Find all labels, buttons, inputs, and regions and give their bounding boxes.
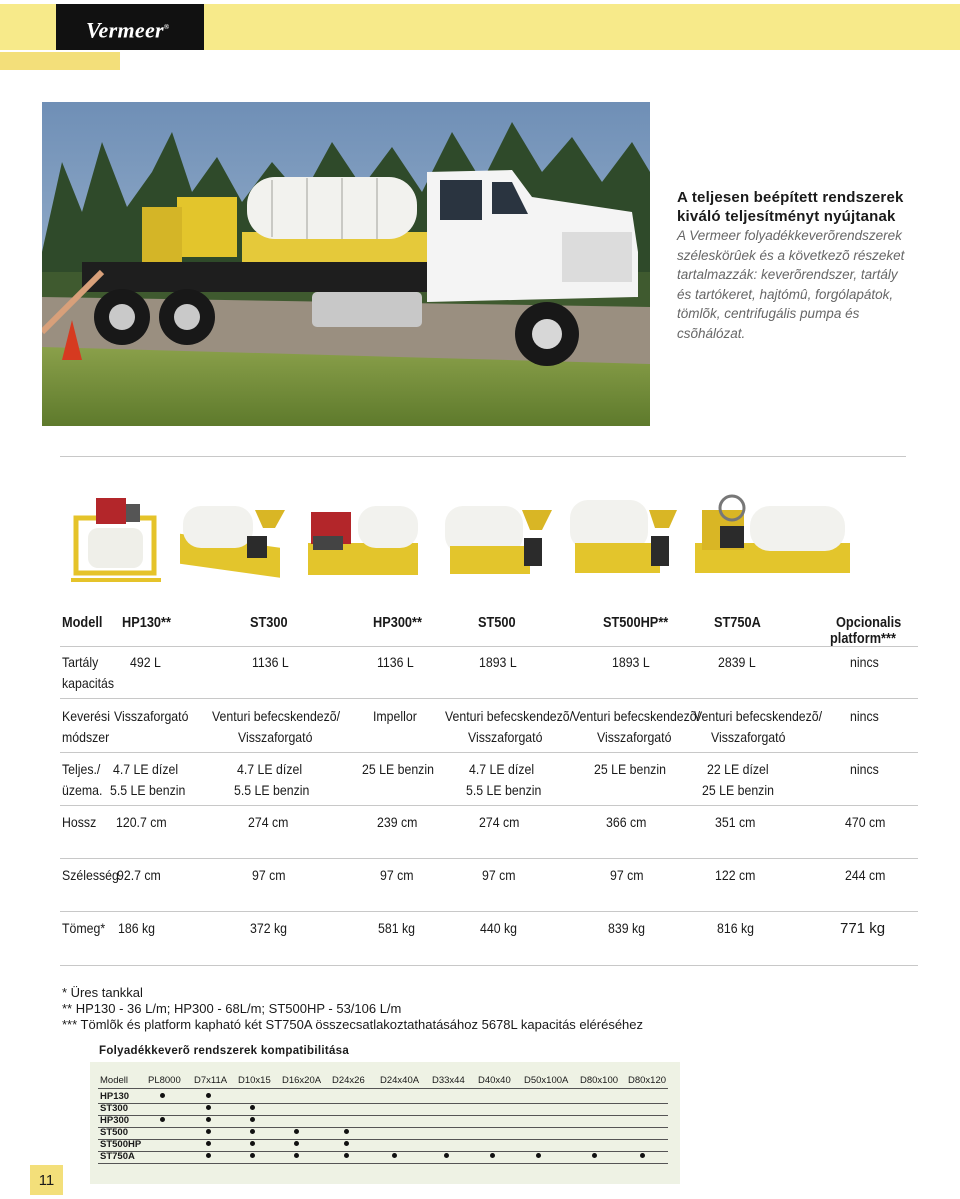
spec-label-tank-2: kapacitás: [62, 675, 115, 691]
compat-header-cell: D33x44: [432, 1075, 465, 1086]
compat-row-divider: [98, 1139, 668, 1140]
spec-cell: nincs: [850, 708, 879, 724]
photo-caption: [677, 188, 947, 343]
compat-row-divider: [98, 1088, 668, 1089]
spec-label-mix-2: módszer: [62, 729, 110, 745]
spec-cell: 4.7 LE dízel: [113, 761, 179, 777]
header-accent-strip: [0, 52, 120, 70]
spec-cell: 492 L: [130, 654, 161, 670]
compat-row-divider: [98, 1103, 668, 1104]
compat-dot: [592, 1153, 597, 1158]
compat-dot: [294, 1141, 299, 1146]
spec-cell: 274 cm: [248, 814, 289, 830]
compat-row-divider: [98, 1127, 668, 1128]
spec-cell: 97 cm: [380, 867, 414, 883]
spec-cell: Venturi befecskendezõ/: [694, 708, 823, 724]
spec-header-col: ST750A: [714, 615, 761, 631]
compat-dot: [392, 1153, 397, 1158]
footnotes: [62, 985, 643, 1033]
spec-cell: Visszaforgató: [597, 729, 672, 745]
spec-cell: 372 kg: [250, 920, 288, 936]
caption-body: A Vermeer folyadékkeverõrendszerek széleskörûek és a következõ részeket tartalmazzák: keverõrendszer, tartály és tartókeret, hajtómû, forgólapátok, tömlõk, centrifugális pumpa és csõhálózat.: [677, 228, 905, 341]
compat-dot: [536, 1153, 541, 1158]
spec-label-mix: Keverési: [62, 708, 110, 724]
spec-cell: Impellor: [373, 708, 417, 724]
compat-row-model: HP130: [100, 1091, 130, 1102]
vermeer-logo: Vermeer®: [56, 4, 204, 50]
spec-divider: [60, 646, 918, 647]
compat-row-divider: [98, 1163, 668, 1164]
spec-cell: 5.5 LE benzin: [234, 782, 310, 798]
spec-cell: Venturi befecskendezõ/: [212, 708, 341, 724]
spec-cell: 244 cm: [845, 867, 886, 883]
spec-cell: 122 cm: [715, 867, 756, 883]
spec-divider: [60, 911, 918, 912]
spec-header-col: ST500: [478, 615, 516, 631]
spec-divider: [60, 698, 918, 699]
spec-cell: 5.5 LE benzin: [466, 782, 542, 798]
spec-cell: 4.7 LE dízel: [469, 761, 535, 777]
spec-cell: 366 cm: [606, 814, 647, 830]
spec-cell: 120.7 cm: [116, 814, 167, 830]
caption-title: A teljesen beépített rendszerek kiváló teljesítményt nyújtanak: [677, 189, 904, 225]
product-image-hp130: [66, 488, 166, 588]
footnote: *** Tömlõk és platform kapható két ST750A összecsatlakoztathatásához 5678L kapacitás eléréséhez: [62, 1017, 644, 1032]
compat-dot: [444, 1153, 449, 1158]
compat-row-model: ST500: [100, 1127, 128, 1138]
spec-label-width: Szélesség: [62, 867, 119, 883]
compat-row-divider: [98, 1115, 668, 1116]
spec-cell: 816 kg: [717, 920, 755, 936]
compat-dot: [344, 1129, 349, 1134]
compat-dot: [206, 1117, 211, 1122]
compat-dot: [640, 1153, 645, 1158]
compat-dot: [160, 1117, 165, 1122]
footnote: ** HP130 - 36 L/m; HP300 - 68L/m; ST500HP - 53/106 L/m: [62, 1001, 402, 1016]
spec-label-length: Hossz: [62, 814, 97, 830]
spec-cell: 239 cm: [377, 814, 418, 830]
spec-cell: 92.7 cm: [117, 867, 161, 883]
section-divider: [60, 456, 906, 457]
spec-cell: 351 cm: [715, 814, 756, 830]
compat-row-model: ST300: [100, 1103, 128, 1114]
spec-cell: 25 LE benzin: [702, 782, 774, 798]
spec-cell: Visszaforgató: [238, 729, 313, 745]
compat-dot: [160, 1093, 165, 1098]
spec-cell: Visszaforgató: [468, 729, 543, 745]
spec-cell: 1136 L: [252, 654, 289, 670]
spec-cell: 2839 L: [718, 654, 756, 670]
compat-dot: [490, 1153, 495, 1158]
compat-row-divider: [98, 1151, 668, 1152]
compat-dot: [250, 1141, 255, 1146]
spec-header-optional: Opcionalis: [836, 615, 902, 631]
spec-cell: 839 kg: [608, 920, 646, 936]
compat-dot: [206, 1141, 211, 1146]
spec-cell: 1893 L: [479, 654, 517, 670]
spec-cell: 97 cm: [482, 867, 516, 883]
spec-cell: 4.7 LE dízel: [237, 761, 303, 777]
truck-photo: [42, 102, 650, 426]
spec-divider: [60, 752, 918, 753]
spec-divider: [60, 858, 918, 859]
spec-divider: [60, 805, 918, 806]
header-bar: [0, 0, 960, 52]
compat-header-cell: D80x120: [628, 1075, 667, 1086]
compat-title: Folyadékkeverõ rendszerek kompatibilitása: [99, 1045, 350, 1057]
spec-label-tank: Tartály: [62, 654, 99, 670]
spec-header-col: ST500HP**: [603, 615, 669, 631]
compat-header-model: Modell: [100, 1075, 128, 1086]
product-image-hp300: [303, 488, 423, 588]
spec-cell: 186 kg: [118, 920, 156, 936]
compat-row-model: ST500HP: [100, 1139, 142, 1150]
product-image-st500: [440, 488, 555, 588]
compat-header-cell: D16x20A: [282, 1075, 322, 1086]
spec-cell: Visszaforgató: [711, 729, 786, 745]
spec-header-col: HP130**: [122, 615, 171, 631]
spec-cell: 1136 L: [377, 654, 414, 670]
spec-cell: nincs: [850, 654, 879, 670]
product-image-st750a: [690, 488, 855, 588]
spec-cell: 25 LE benzin: [594, 761, 666, 777]
compat-dot: [250, 1117, 255, 1122]
compat-header-cell: D24x26: [332, 1075, 365, 1086]
spec-label-power-2: üzema.: [62, 782, 103, 798]
spec-header-model: Modell: [62, 615, 103, 631]
spec-cell: Visszaforgató: [114, 708, 189, 724]
spec-cell: 581 kg: [378, 920, 416, 936]
spec-divider: [60, 965, 918, 966]
compat-dot: [206, 1129, 211, 1134]
product-image-st300: [175, 488, 290, 588]
compat-header-cell: D10x15: [238, 1075, 271, 1086]
page-number: 11: [30, 1165, 63, 1195]
compat-dot: [250, 1129, 255, 1134]
compat-header-cell: D7x11A: [194, 1075, 228, 1086]
compat-row-model: ST750A: [100, 1151, 135, 1162]
spec-header-col: HP300**: [373, 615, 422, 631]
spec-cell: 470 cm: [845, 814, 886, 830]
spec-cell: 25 LE benzin: [362, 761, 434, 777]
compat-header-cell: D50x100A: [524, 1075, 569, 1086]
spec-cell: 440 kg: [480, 920, 518, 936]
spec-cell: Venturi befecskendezõ/: [572, 708, 701, 724]
compat-dot: [344, 1153, 349, 1158]
spec-cell: 274 cm: [479, 814, 520, 830]
spec-header-optional-2: platform***: [830, 631, 896, 647]
compat-header-cell: D40x40: [478, 1075, 511, 1086]
compat-row-model: HP300: [100, 1115, 130, 1126]
spec-cell: 5.5 LE benzin: [110, 782, 186, 798]
spec-label-weight: Tömeg*: [62, 920, 106, 936]
spec-cell: 97 cm: [610, 867, 644, 883]
spec-cell: 771 kg: [840, 920, 886, 937]
footnote: * Üres tankkal: [62, 985, 143, 1000]
compat-dot: [206, 1105, 211, 1110]
compat-dot: [294, 1129, 299, 1134]
spec-cell: nincs: [850, 761, 879, 777]
compat-dot: [250, 1153, 255, 1158]
compat-header-cell: D80x100: [580, 1075, 619, 1086]
product-image-st500hp: [565, 488, 680, 588]
spec-cell: Venturi befecskendezõ/: [445, 708, 574, 724]
spec-header-col: ST300: [250, 615, 288, 631]
spec-cell: 22 LE dízel: [707, 761, 769, 777]
spec-cell: 97 cm: [252, 867, 286, 883]
compat-dot: [206, 1093, 211, 1098]
compat-dot: [250, 1105, 255, 1110]
compat-dot: [294, 1153, 299, 1158]
compat-header-cell: D24x40A: [380, 1075, 420, 1086]
compat-dot: [344, 1141, 349, 1146]
spec-cell: 1893 L: [612, 654, 650, 670]
compat-dot: [206, 1153, 211, 1158]
compat-header-cell: PL8000: [148, 1075, 181, 1086]
spec-label-power: Teljes./: [62, 761, 101, 777]
